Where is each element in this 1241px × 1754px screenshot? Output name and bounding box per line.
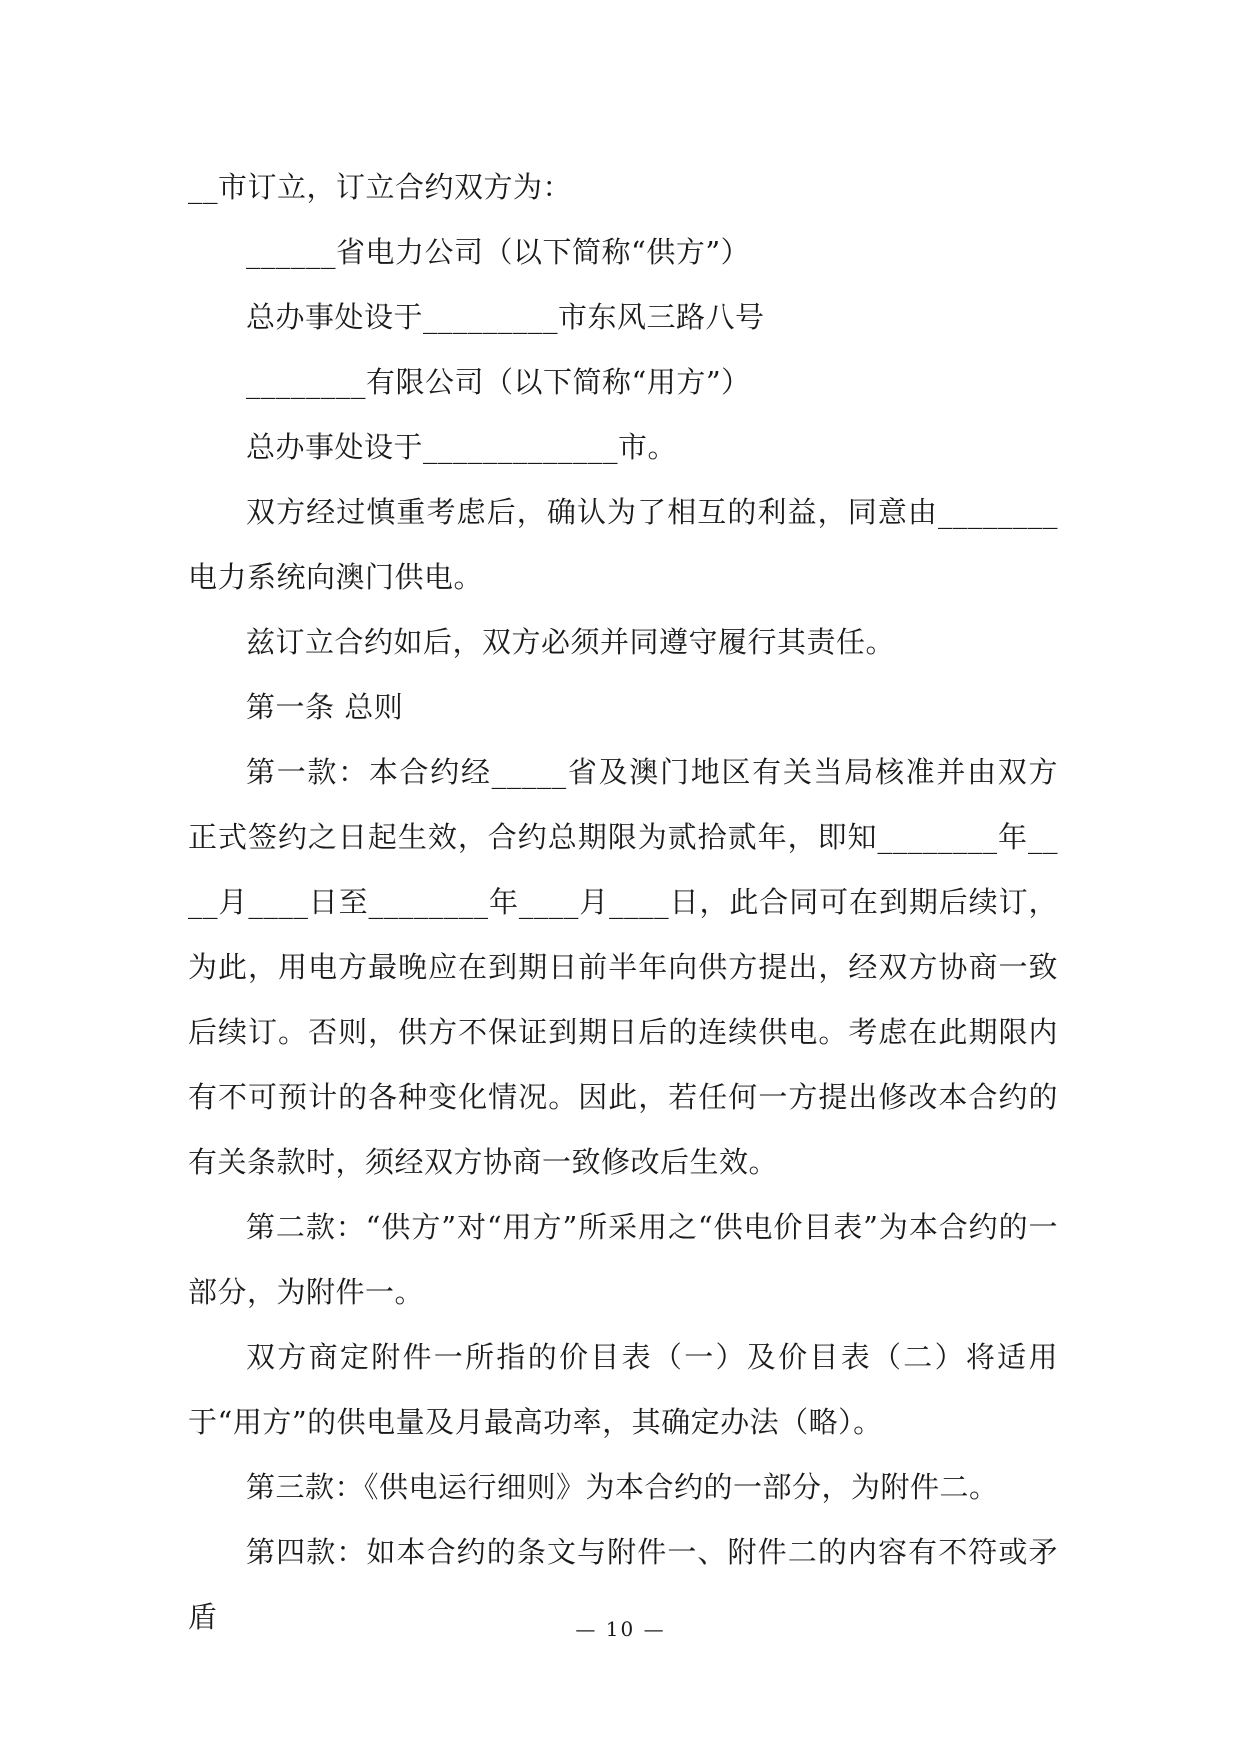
- paragraph-supplier: ______省电力公司（以下简称“供方”）: [246, 235, 751, 269]
- paragraph-supplier-office: 总办事处设于_________市东风三路八号: [246, 300, 765, 334]
- clause-3: 第三款：《供电运行细则》为本合约的一部分，为附件二。: [246, 1470, 999, 1504]
- article-1-heading: 第一条 总则: [246, 690, 404, 724]
- clause-4: 第四款：如本合约的条文与附件一、附件二的内容有不符或矛盾: [188, 1535, 1058, 1634]
- paragraph-signing-place: __市订立，订立合约双方为：: [188, 170, 573, 204]
- clause-1: 第一款：本合约经_____省及澳门地区有关当局核准并由双方正式签约之日起生效，合约总期限为贰拾贰年，即知________年____月____日至________年____月____日，此合同可在到期后续订，为此，用电方最晚应在到期日前半年向供方提出，经双方协商一致后续订。否则，供方不保证到期日后的连续供电。考虑在此期限内有不可预计的各种变化情况。因此，若任何一方提出修改本合约的有关条款时，须经双方协商一致修改后生效。: [188, 755, 1058, 1179]
- clause-2: 第二款：“供方”对“用方”所采用之“供电价目表”为本合约的一部分，为附件一。: [188, 1210, 1058, 1309]
- paragraph-price-tables: 双方商定附件一所指的价目表（一）及价目表（二）将适用于“用方”的供电量及月最高功率，其确定办法（略）。: [188, 1340, 1058, 1439]
- paragraph-agreement-intent: 双方经过慎重考虑后，确认为了相互的利益，同意由________电力系统向澳门供电。: [188, 495, 1058, 594]
- paragraph-user-office: 总办事处设于_____________市。: [246, 430, 678, 464]
- paragraph-user: ________有限公司（以下简称“用方”）: [246, 365, 751, 399]
- document-body: [188, 155, 1058, 1650]
- page-number: — 10 —: [575, 1617, 666, 1641]
- paragraph-obligations: 兹订立合约如后，双方必须并同遵守履行其责任。: [246, 625, 896, 659]
